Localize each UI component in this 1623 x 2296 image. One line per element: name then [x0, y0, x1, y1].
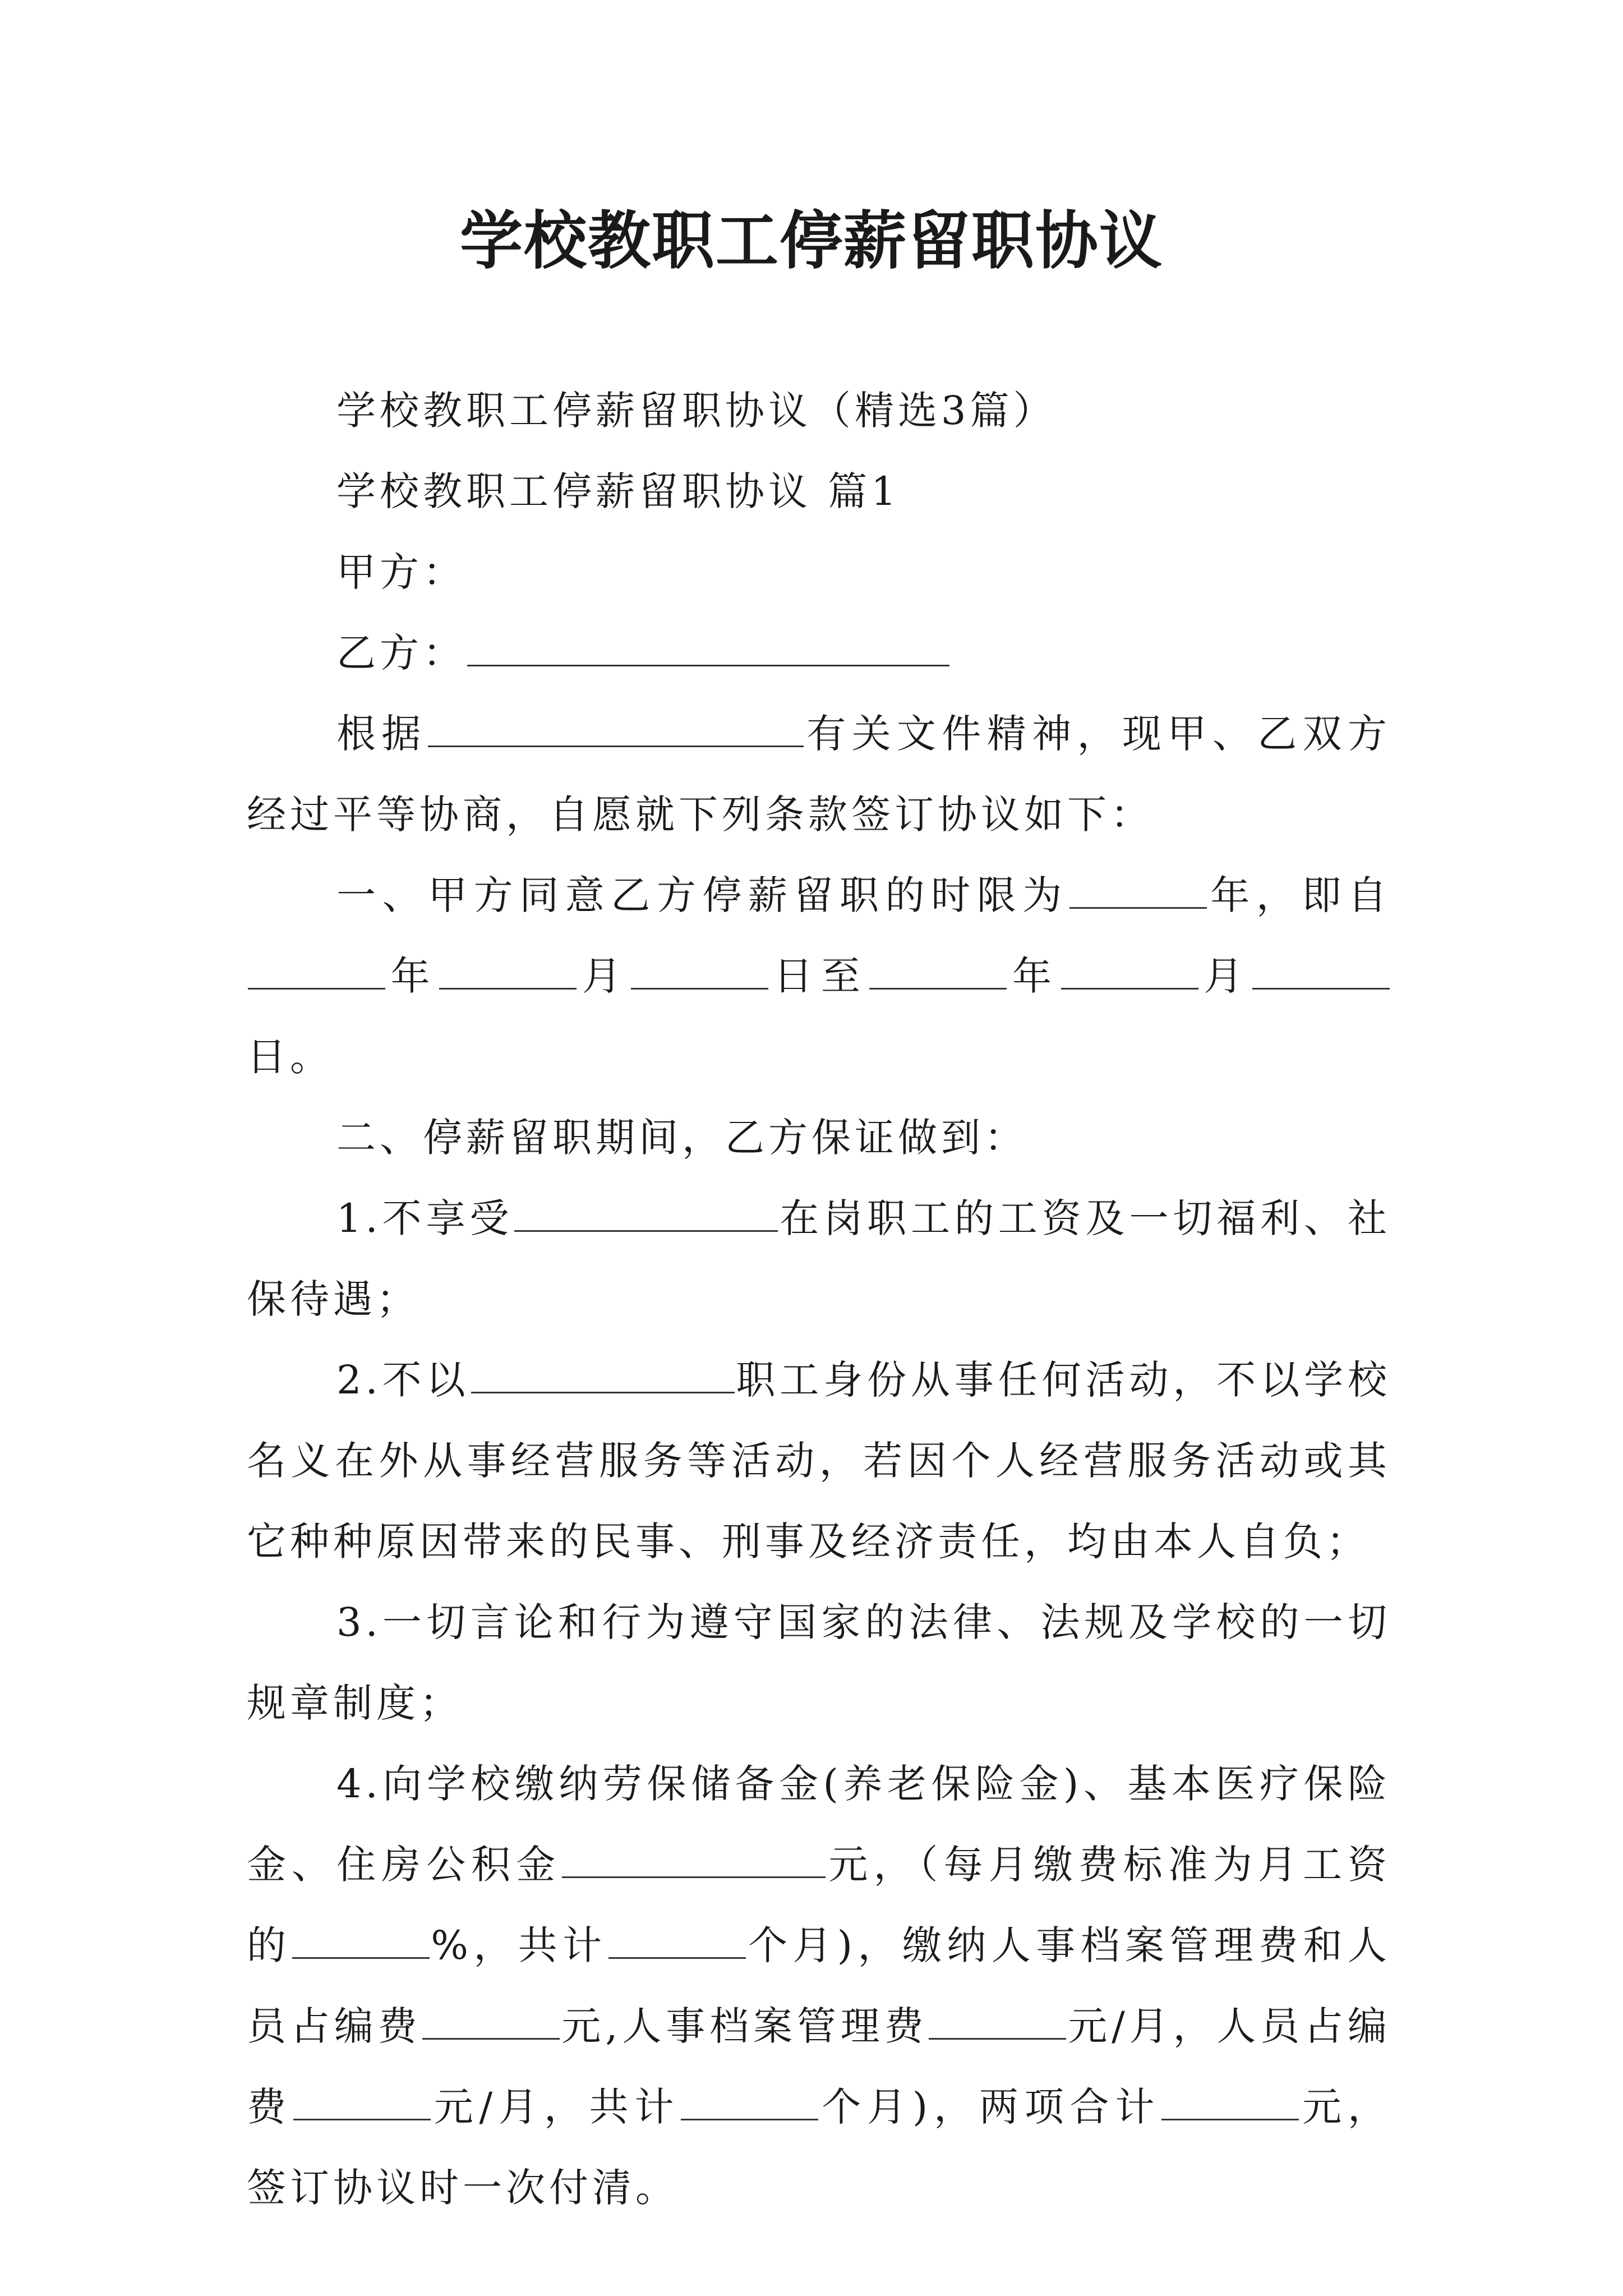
staffing-fee-blank [293, 2084, 431, 2120]
archive-fee-blank [929, 2003, 1066, 2040]
intro-suffix: 有关文件精神，现甲、乙双方经过平等协商，自愿就下列条款签订协议如下： [247, 711, 1391, 838]
party-b-label: 乙方： [336, 630, 466, 676]
item1-prefix: 1.不享受 [336, 1195, 514, 1241]
clause1-text-8: 日。 [247, 1034, 333, 1080]
item2-blank [471, 1357, 735, 1393]
clause-1 [247, 855, 1391, 1097]
item2-suffix: 职工身份从事任何活动，不以学校名义在外从事经营服务等活动，若因个人经营服务活动或其它种种原因带来的民事、刑事及经济责任，均由本人自负； [247, 1357, 1391, 1565]
end-day-blank [1252, 953, 1390, 990]
insurance-amount-blank [562, 1842, 826, 1878]
clause1-text-2: 年，即自 [1207, 872, 1391, 918]
item4-text-2: 元，（每月缴费标准为月工资的 [247, 1842, 1391, 1968]
combined-total-blank [1161, 2084, 1299, 2120]
rate-percent-blank [292, 1922, 430, 1959]
section-heading: 学校教职工停薪留职协议 篇1 [336, 468, 900, 514]
item1-blank [514, 1195, 778, 1232]
party-b-blank [467, 630, 949, 666]
fee-months-blank [681, 2084, 818, 2120]
item4-text-8: 个月)，两项合计 [819, 2084, 1161, 2130]
start-year-blank [248, 953, 385, 990]
clause1-text-3: 年 [386, 953, 439, 999]
party-a-line [247, 532, 1391, 613]
item4-text-7: 元/月，共计 [431, 2084, 680, 2130]
basis-blank [428, 711, 804, 747]
clause-2-heading: 二、停薪留职期间，乙方保证做到： [336, 1115, 1027, 1161]
term-years-blank [1069, 872, 1207, 909]
item4-text-1: 4.向学校缴纳劳保储备金(养老保险金)、基本医疗保险金、住房公积金 [247, 1761, 1391, 1888]
document-body [247, 370, 1391, 2228]
subtitle: 学校教职工停薪留职协议（精选3篇） [336, 388, 1057, 434]
party-a-label: 甲方： [336, 549, 466, 595]
item2-prefix: 2.不以 [336, 1357, 470, 1403]
start-day-blank [631, 953, 768, 990]
clause1-text-4: 月 [578, 953, 630, 999]
months-total-blank [608, 1922, 746, 1959]
clause1-text-1: 一、甲方同意乙方停薪留职的时限为 [336, 872, 1068, 918]
item-1 [247, 1178, 1391, 1340]
end-month-blank [1061, 953, 1198, 990]
clause1-text-7: 月 [1199, 953, 1252, 999]
item-4 [247, 1743, 1391, 2228]
clause1-text-6: 年 [1008, 953, 1060, 999]
start-month-blank [439, 953, 577, 990]
clause1-text-5: 日至 [769, 953, 869, 999]
fee-amount-blank [422, 2003, 560, 2040]
end-year-blank [869, 953, 1007, 990]
item4-text-5: 元,人事档案管理费 [561, 2003, 928, 2049]
item4-text-4: 个月)，缴纳人事档案管理费和人员占编费 [247, 1922, 1391, 2049]
document-title: 学校教职工停薪留职协议 [460, 204, 1163, 278]
item4-text-3: %，共计 [431, 1922, 607, 1968]
intro-prefix: 根据 [336, 711, 427, 757]
item-3: 3.一切言论和行为遵守国家的法律、法规及学校的一切规章制度； [247, 1599, 1391, 1726]
item1-suffix: 在岗职工的工资及一切福利、社保待遇； [247, 1195, 1391, 1322]
item4-text-6: 元/月，人员占编费 [247, 2003, 1391, 2130]
item4-text-9: 元，签订协议时一次付清。 [247, 2084, 1391, 2211]
party-b-line [247, 613, 1391, 693]
intro-paragraph [247, 693, 1391, 855]
item-2 [247, 1340, 1391, 1582]
